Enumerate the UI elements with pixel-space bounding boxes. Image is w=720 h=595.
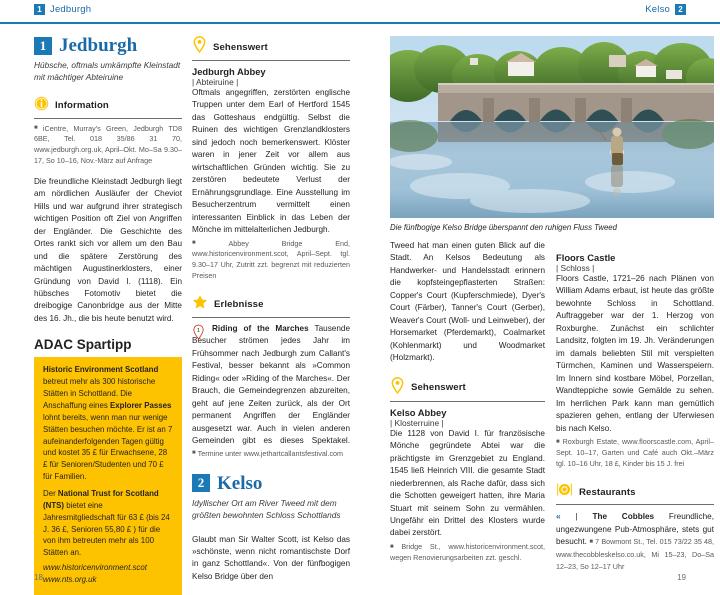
star-icon xyxy=(192,294,208,315)
poi-name-jedburgh-abbey: Jedburgh Abbey xyxy=(192,66,266,77)
square-bullet-icon: ■ xyxy=(589,539,594,546)
sehenswert-rule-kelso xyxy=(390,401,545,402)
tip-text-4: bietet eine Jahresmitgliedschaft für 63 £ (bis 24 J. 36 £, Senioren 55,80 £ ) für die von ihm betreuten mehr als 100 Stätten an. xyxy=(43,500,170,558)
experience-info: Termine unter www.jethartcallantsfestival.com xyxy=(197,448,344,458)
poi-info-text-kelso-abbey: Bridge St., www.historicenvironment.scot, wegen Renovierungsarbeiten zzt. geschl. xyxy=(390,541,545,562)
tip-text-3: Der xyxy=(43,488,58,498)
chapter-badge-right: 2 xyxy=(675,4,686,15)
column-three xyxy=(390,240,545,564)
experience-name: Riding of the Marches xyxy=(212,323,309,333)
poi-text-kelso-abbey: Die 1128 von David I. für französische Mönche gegründete Abtei war die prächtigste im Grenzgebiet zu England. 1545 ließ Heinrich VIII. die gesamte Stadt niederbrennen, als Rache dafür, dass sich die Schotten geweigert hatten, ihre Maria Stuart mit seinem Sohn zu vermählen. Ungefähr ein Drittel des Klosters wurde dabei zerstört. xyxy=(390,428,545,538)
column-two xyxy=(192,36,350,583)
restaurant-separator: | xyxy=(575,512,578,522)
erlebnisse-rule xyxy=(192,317,350,318)
sehenswert-rule-jedburgh xyxy=(192,60,350,61)
restaurants-heading xyxy=(556,482,714,502)
square-bullet-icon: ■ xyxy=(192,240,227,247)
square-bullet-icon: ■ xyxy=(556,438,561,445)
map-pin-icon xyxy=(390,377,405,399)
restaurant-name: The Cobbles xyxy=(592,512,655,522)
experience-body xyxy=(192,323,350,460)
experience-entry-riding-of-the-marches xyxy=(192,323,350,460)
kelso-subtitle: Idyllischer Ort am River Tweed mit dem größten bewohnten Schloss Schottlands xyxy=(192,497,341,520)
kelso-bridge-photo xyxy=(390,36,714,218)
tip-nts-name: National Trust for Scotland (NTS) xyxy=(43,488,159,510)
jedburgh-intro-text: Die freundliche Kleinstadt Jedburgh liegt am nördlichen Ausläufer der Cheviot Hills und war aufgrund ihrer strategisch wichtigen Position oft Ziel von Angriffen der Engländer. Die Geschichte des Ortes rankt sich vor allem um den Bau und die spätere Zerstörung des mächtigen Augustinerklosters, einer Gründung von David I. (1118). Ein hübsches Fotomotiv bietet die dreibogige Canonbridge aus der Mitte des 16. Jh., die bis heute benutzt wird. xyxy=(34,176,182,323)
kelso-number-badge: 2 xyxy=(192,474,210,492)
jedburgh-title: Jedburgh xyxy=(59,35,138,56)
poi-info-jedburgh-abbey xyxy=(192,239,350,282)
jedburgh-number-badge: 1 xyxy=(34,37,52,55)
sehenswert-heading-kelso xyxy=(390,377,545,399)
chapter-badge-left: 1 xyxy=(34,4,45,15)
poi-kind-kelso-abbey: | Klosterruine | xyxy=(390,417,444,428)
running-head-rule xyxy=(0,22,720,24)
poi-info-text-floors-castle: Roxburgh Estate, www.floorscastle.com, April–Sept. 10–17, Garten und Café auch Okt.–März tgl. 10–16 Uhr, 18 £, Kinder bis 15 J. frei xyxy=(556,437,715,468)
adac-tip-title: ADAC Spartipp xyxy=(34,337,132,353)
jedburgh-heading xyxy=(34,36,182,55)
tip-url-historicenvironment[interactable]: www.historicenvironment.scot xyxy=(43,563,147,573)
sehenswert-title-kelso: Sehenswert xyxy=(411,382,466,394)
poi-info-floors-castle xyxy=(556,437,714,469)
kelso-heading xyxy=(192,474,350,493)
information-rule xyxy=(34,118,182,119)
kelso-intro-part-one: Glaubt man Sir Walter Scott, ist Kelso das »schönste, wenn nicht romantischste Dorf in ganz Schottland«. Von der fünfbogigen Kelso Bridge über den xyxy=(192,534,350,581)
jedburgh-subtitle: Hübsche, oftmals umkämpfte Kleinstadt mit mächtiger Abteiruine xyxy=(34,60,181,82)
poi-text-jedburgh-abbey: Oftmals angegriffen, zerstörten englische Truppen unter dem Earl of Hertford 1545 das Gotteshaus endgültig. Selbst die Ruinen des wichtigen Grenzlandklosters sind jedoch noch bemerkenswert. Klöster waren in jener Zeit vor allem aus wirtschaftlichen Gründen wichtig. Sie zu zerstören bedeutete Verlust der Ernährungsgrundlage. Eine Ausstellung im Besucherzentrum vermittelt einen interessanten Einblick in das Leben der Mönche im mittelalterlichen Jedburgh. xyxy=(192,88,350,235)
photo-block xyxy=(390,36,714,234)
page-number-right: 19 xyxy=(677,573,686,582)
square-bullet-icon: ■ xyxy=(390,543,400,550)
restaurants-rule xyxy=(556,504,714,505)
running-head-left-label: Jedburgh xyxy=(50,4,92,15)
sehenswert-title-jedburgh: Sehenswert xyxy=(213,41,268,53)
price-category-symbol: « xyxy=(556,511,561,522)
restaurant-text: Freundliche, ungezwungene Pub-Atmosphäre, stets gut besucht. xyxy=(556,512,714,547)
column-four xyxy=(556,252,714,574)
plate-icon xyxy=(556,482,573,502)
svg-text:1: 1 xyxy=(196,327,201,334)
kelso-intro-part-two: Tweed hat man einen guten Blick auf die Stadt. An Kelsos Bedeutung als Handwerker- und Handelsstadt erinnern die kopfsteingepflasterten Straßen: Copper's Court (Kupferschmiede), Dyer's Court (Färber), Tanner's Court (Gerber), Weaver's Court (Woll- und Leinweber), der Horsemarket (Pferdemarkt), Coalmarket (Kohlenmarkt) und Woodmarket (Holzmarkt). xyxy=(390,241,545,363)
kelso-title: Kelso xyxy=(217,472,263,494)
poi-kind-floors-castle: | Schloss | xyxy=(556,263,595,273)
running-head xyxy=(0,0,720,24)
poi-text-floors-castle: Floors Castle, 1721–26 nach Plänen von William Adams erbaut, ist heute das größte bewohnte Schloss in Schottland. Auftraggeber war der 1. Herzog von Roxburghe. Zunächst ein schlichter Landsitz, folgten im 19. Jh. Veränderungen im damals beliebten Stil mit verspielten Türmchen, Kaminen und Wasserspeiern. Im Innern sind kostbare Möbel, Porzellan, Wandteppiche sowie Gemälde zu sehen. Im herrlichen Park kann man gemütlich spazieren gehen, entlang der Uferwiesen bis nach Kelso. xyxy=(556,274,714,433)
tip-pass-name: Explorer Passes xyxy=(109,400,172,410)
adac-tip-box xyxy=(34,357,182,594)
tip-text-2: lohnt bereits, wenn man nur wenige Stätten besuchen möchte. Er ist an 7 aufeinanderfolgenden Tagen gültig und kostet 35 £ für Erwachsene, 28 £ für Senioren/Studenten und 70 £ für Familien. xyxy=(43,412,173,482)
restaurants-title: Restaurants xyxy=(579,486,636,498)
page-number-left: 18 xyxy=(34,573,43,582)
running-head-left xyxy=(34,4,91,15)
restaurant-entry-the-cobbles xyxy=(556,510,714,573)
erlebnisse-title: Erlebnisse xyxy=(214,298,264,310)
experience-text: Tausende Besucher strömen jedes Jahr im Frühsommer nach Jedburgh zum Callant's Festival, besser bekannt als »Common Riding« oder »Riding of the Marches«. Der Brauch, die Gemeindegrenzen abzureiten, geht auf jene Zeiten zurück, als der Ort permanent Angriffen der Engländer ausgesetzt war. Auch in vielen anderen Gemeinden gibt es dieses Spektakel. xyxy=(192,323,350,446)
map-pin-icon xyxy=(192,36,207,58)
information-heading xyxy=(34,96,182,116)
poi-info-kelso-abbey xyxy=(390,542,545,564)
information-title: Information xyxy=(55,100,109,112)
running-head-right-label: Kelso xyxy=(645,4,670,15)
square-bullet-icon: ■ xyxy=(34,125,41,132)
numbered-pin-icon xyxy=(192,324,205,341)
column-one xyxy=(34,36,182,595)
sehenswert-heading-jedburgh xyxy=(192,36,350,58)
restaurant-info: 7 Bowmont St., Tel. 015 73/22 35 48, www.thecobbleskelso.co.uk, Mi 15–23, Do–Sa 12–23, So 12–17 Uhr xyxy=(556,537,714,572)
information-details xyxy=(34,124,182,167)
information-text: iCentre, Murray's Green, Jedburgh TD8 6BE, Tel. 018 35/86 31 70, www.jedburgh.org.uk, April–Okt. Mo–Sa 9.30–17, So 10–16, Nov.-März auf Anfrage xyxy=(34,123,182,165)
running-head-right xyxy=(645,4,686,15)
tip-text-1: betreut mehr als 300 historische Stätten in Schottland. Die Anschaffung eines xyxy=(43,377,156,410)
photo-caption: Die fünfbogige Kelso Bridge überspannt den ruhigen Fluss Tweed xyxy=(390,223,617,232)
square-bullet-icon: ■ xyxy=(192,450,196,457)
tip-url-nts[interactable]: www.nts.org.uk xyxy=(43,574,97,584)
info-circle-icon xyxy=(34,96,49,116)
poi-kind-jedburgh-abbey: | Abteiruine | xyxy=(192,77,239,87)
poi-name-floors-castle: Floors Castle xyxy=(556,252,616,263)
poi-info-text-jedburgh-abbey: Abbey Bridge End, www.historicenvironment.scot, April–Sept. tgl. 9.30–17 Uhr, Zutritt zzt. begrenzt mit reduzierten Preisen xyxy=(192,238,350,281)
poi-name-kelso-abbey: Kelso Abbey xyxy=(390,406,447,418)
erlebnisse-heading xyxy=(192,294,350,315)
tip-org-name: Historic Environment Scotland xyxy=(43,365,159,375)
